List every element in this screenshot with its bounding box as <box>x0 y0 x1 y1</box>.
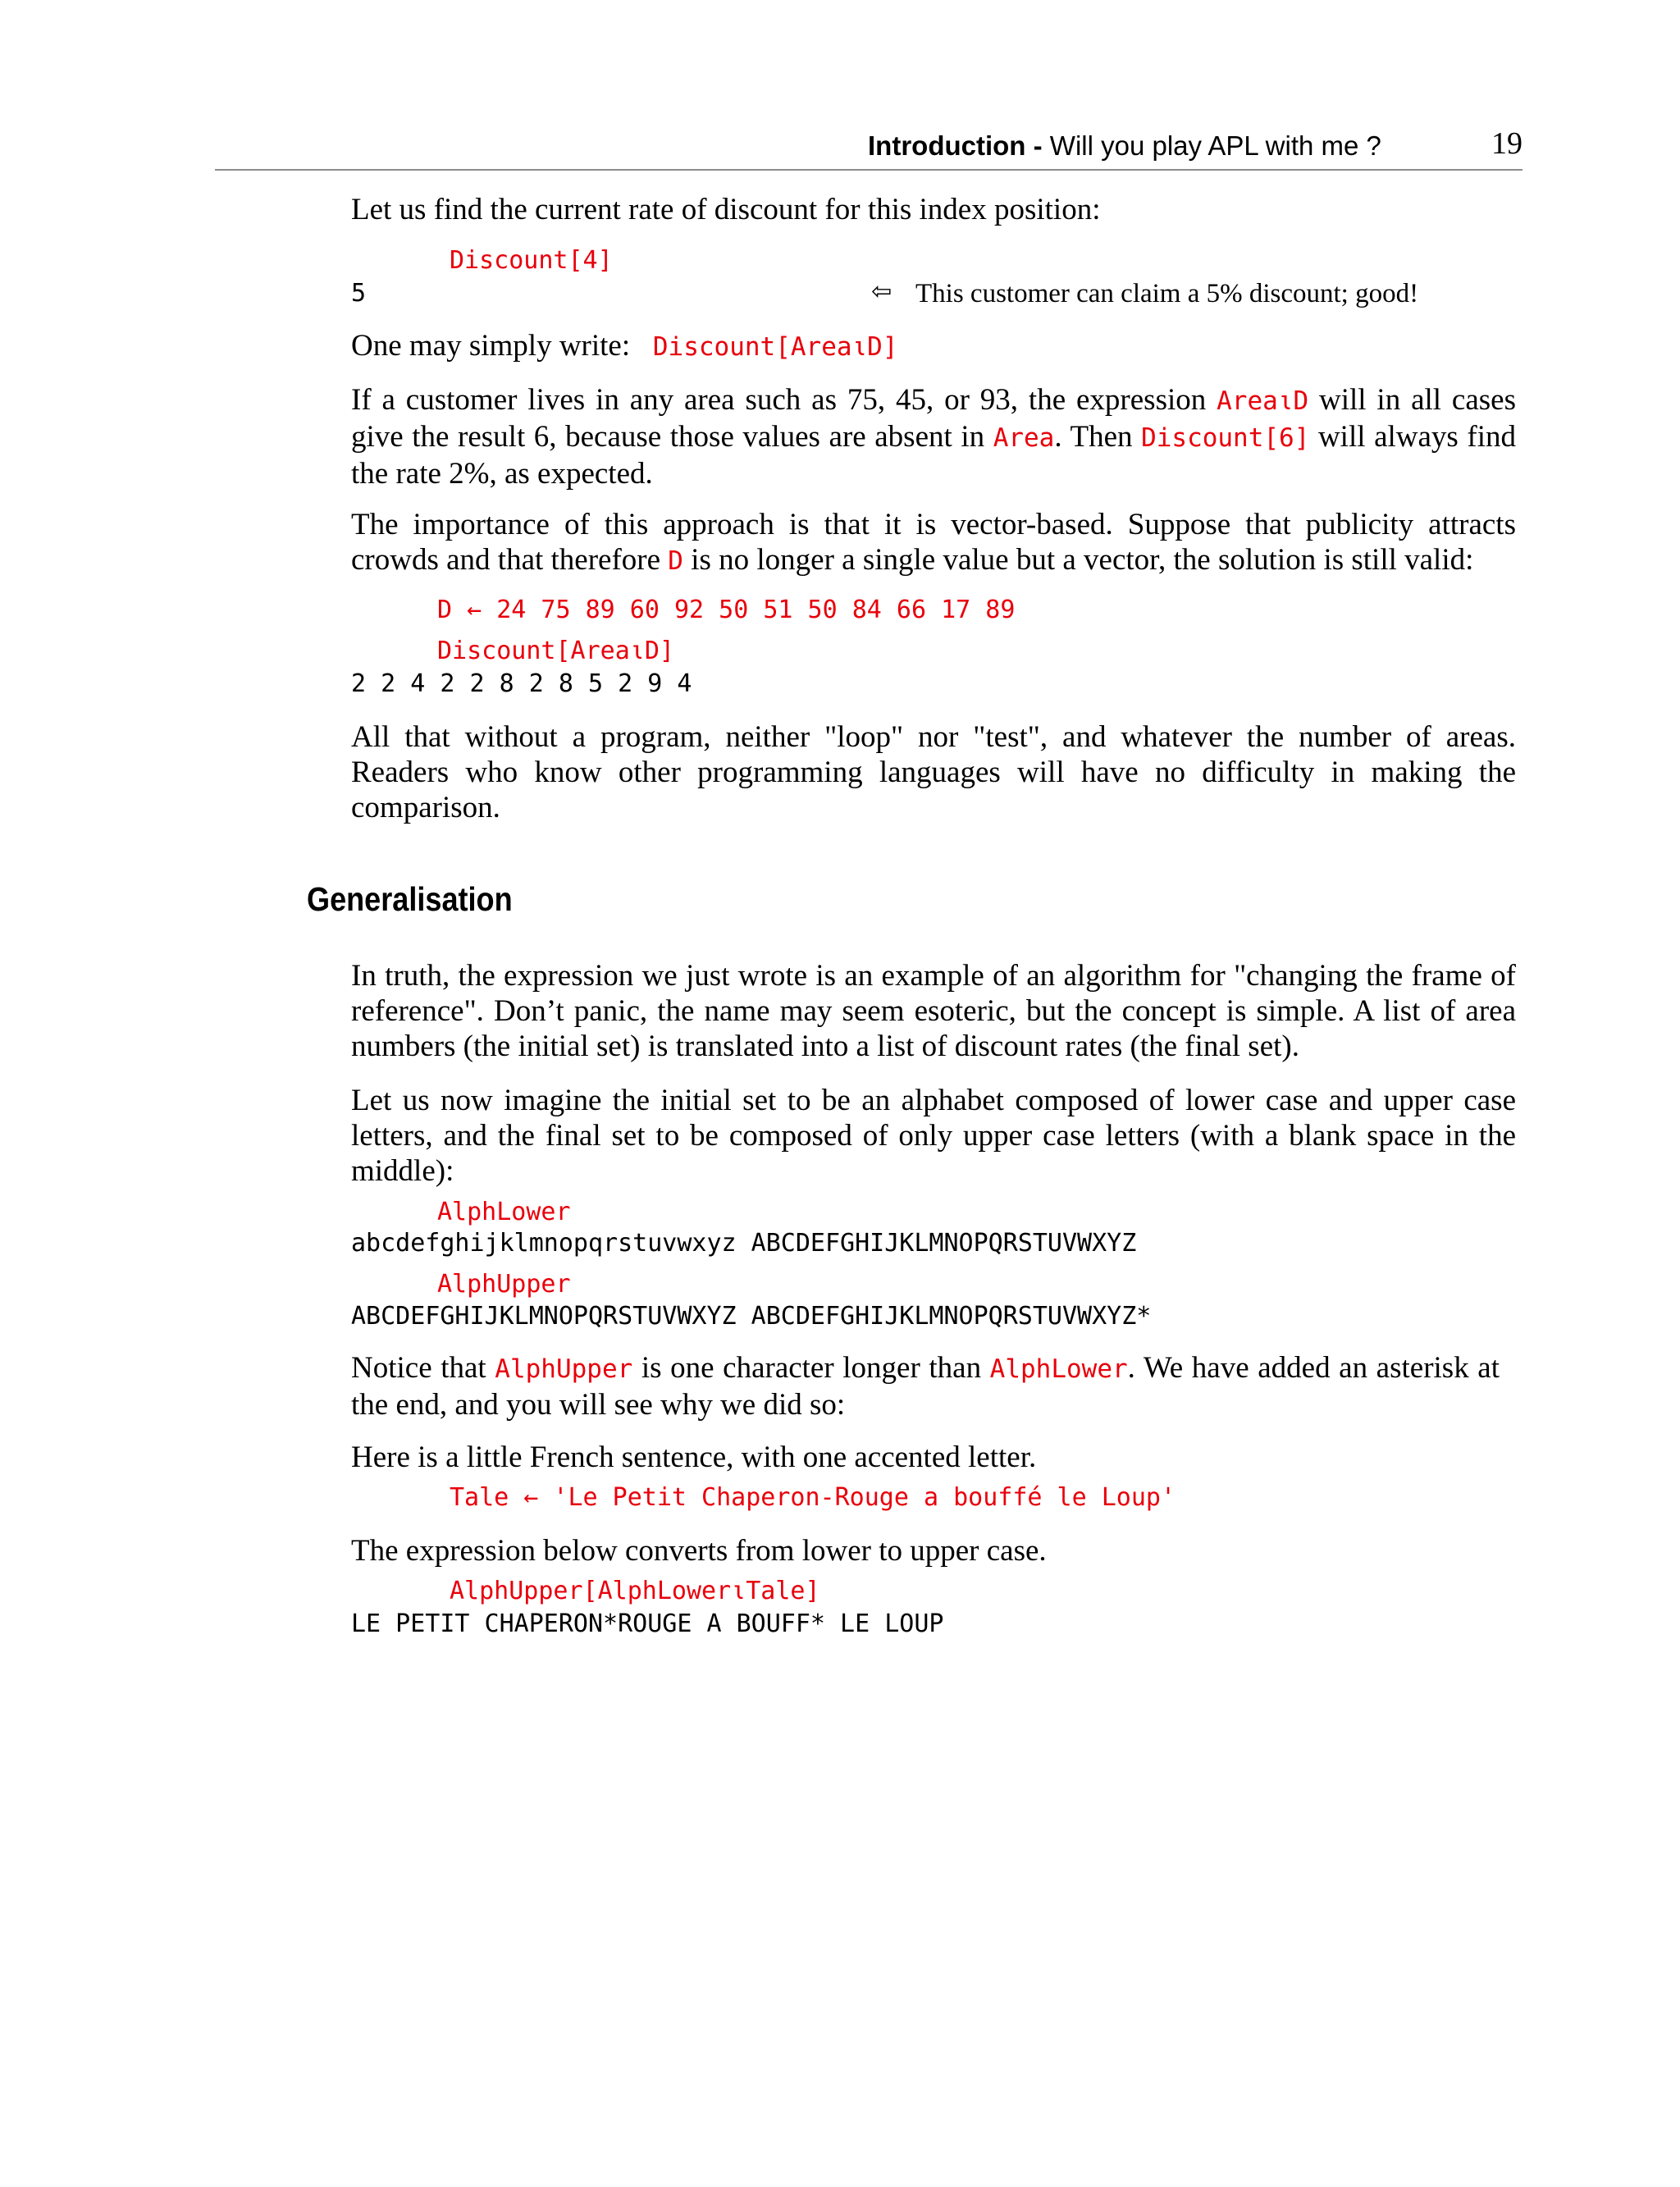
text-run: . We have added an asterisk at the end, and you will see why we did so: <box>351 1351 1500 1422</box>
inline-code: Discount[AreaιD] <box>652 332 898 362</box>
code-discount-index: Discount[4] <box>450 246 613 275</box>
paragraph-french-sentence: Here is a little French sentence, with one accented letter. <box>351 1440 1037 1474</box>
inline-code: Area <box>993 423 1055 453</box>
margin-note: This customer can claim a 5% discount; good! <box>915 279 1419 308</box>
output-alphlower: abcdefghijklmnopqrstuvwxyz ABCDEFGHIJKLMNOPQRSTUVWXYZ <box>351 1229 1137 1258</box>
left-arrow-icon: ⇦ <box>871 277 892 306</box>
paragraph-intro: Let us find the current rate of discount for this index position: <box>351 193 1101 226</box>
inline-code: Discount[6] <box>1141 423 1310 453</box>
paragraph-convert: The expression below converts from lower to upper case. <box>351 1534 1047 1568</box>
inline-code: D <box>668 546 683 576</box>
section-heading: Generalisation <box>307 880 513 918</box>
page-header <box>868 130 1381 162</box>
code-discount-vector: Discount[AreaιD] <box>437 637 674 665</box>
paragraph-vector-based <box>351 507 1516 579</box>
text-run: will in all cases give the result 6, because those values are absent in <box>351 383 1516 454</box>
inline-code: AlphUpper <box>495 1354 633 1384</box>
header-rule <box>215 169 1522 171</box>
paragraph-simple-write <box>351 328 1516 365</box>
code-assign-d: D ← 24 75 89 60 92 50 51 50 84 66 17 89 <box>437 596 1016 624</box>
paragraph-alphabet: Let us now imagine the initial set to be an alphabet composed of lower case and upper case letters, and the final set to be composed of only upper case letters (with a blank space in the middle): <box>351 1084 1516 1188</box>
text-run: will always find the rate 2%, as expected. <box>351 420 1516 491</box>
page-number: 19 <box>1491 126 1522 161</box>
text-run: is one character longer than <box>632 1351 990 1385</box>
paragraph-frame-of-reference: In truth, the expression we just wrote is an example of an algorithm for "changing the frame of reference". Don’t panic, the name may seem esoteric, but the concept is simple. A list of area numbers (the initial set) is translated into a list of discount rates (the final set). <box>351 959 1516 1063</box>
code-alphupper: AlphUpper <box>437 1270 571 1299</box>
text-run: is no longer a single value but a vector, the solution is still valid: <box>682 543 1474 577</box>
output-alphupper: ABCDEFGHIJKLMNOPQRSTUVWXYZ ABCDEFGHIJKLMNOPQRSTUVWXYZ* <box>351 1302 1152 1331</box>
code-uppercase-conversion: AlphUpper[AlphLowerιTale] <box>450 1577 820 1605</box>
text-run: If a customer lives in any area such as 75, 45, or 93, the expression <box>351 383 1217 417</box>
text-run: Notice that <box>351 1351 495 1385</box>
paragraph-asterisk <box>351 1350 1500 1422</box>
code-alphlower: AlphLower <box>437 1198 571 1226</box>
output-uppercase-tale: LE PETIT CHAPERON*ROUGE A BOUFF* LE LOUP <box>351 1609 944 1638</box>
header-title: Will you play APL with me ? <box>1042 130 1381 161</box>
text-run: The importance of this approach is that it is vector-based. Suppose that publicity attracts crowds and that therefore <box>351 508 1516 577</box>
text-run: . Then <box>1054 420 1142 454</box>
paragraph-no-loop: All that without a program, neither "loop" nor "test", and whatever the number of areas. Readers who know other programming languages will have no difficulty in making the comparison. <box>351 720 1516 824</box>
paragraph-text: One may simply write: <box>351 329 631 363</box>
code-tale-assign: Tale ← 'Le Petit Chaperon-Rouge a bouffé le Loup' <box>450 1483 1176 1512</box>
header-section-label: Introduction - <box>868 130 1043 161</box>
paragraph-absent-areas <box>351 382 1516 491</box>
inline-code: AreaιD <box>1217 386 1309 416</box>
inline-code: AlphLower <box>989 1354 1128 1384</box>
output-discount-value: 5 <box>351 279 367 308</box>
output-discount-vector: 2 2 4 2 2 8 2 8 5 2 9 4 <box>351 669 692 698</box>
